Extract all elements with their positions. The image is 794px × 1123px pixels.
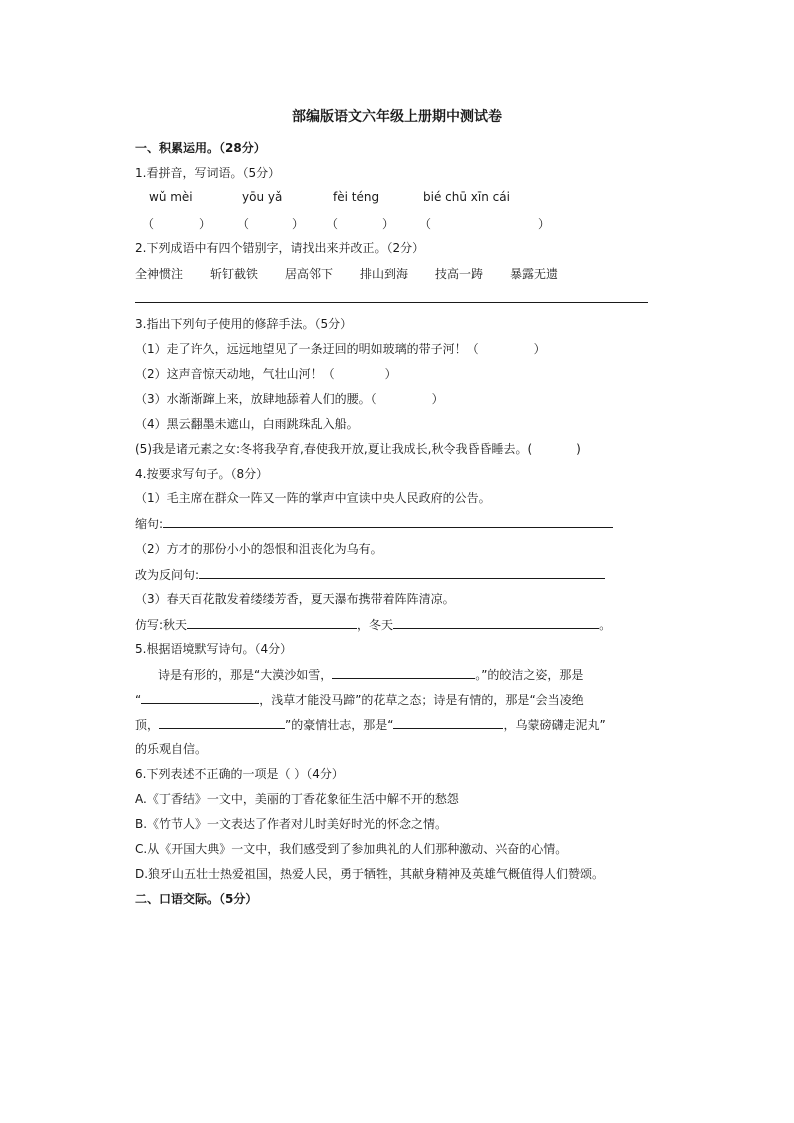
question-5-stem: 5.根据语境默写诗句。（4分） — [135, 642, 293, 656]
answer-line-q5-2 — [141, 691, 259, 704]
q3-item-4: （4）黑云翻墨未遮山，白雨跳珠乱入船。 — [135, 417, 359, 431]
q4-sentence-3: （3）春天百花散发着缕缕芳香，夏天瀑布携带着阵阵清凉。 — [135, 592, 455, 606]
pinyin-4: bié chū xīn cái — [423, 190, 510, 204]
q5-line-4: 的乐观自信。 — [135, 742, 208, 756]
paren-close-2: ） — [292, 217, 305, 231]
q3-item-1 — [135, 341, 546, 357]
question-3-stem: 3.指出下列句子使用的修辞手法。（5分） — [135, 317, 353, 331]
answer-line-q5-1 — [332, 666, 475, 679]
paren-close-1: ） — [199, 217, 212, 231]
q4-label-2: 改为反问句: — [135, 568, 200, 582]
q4-label-3b: ，冬天 — [357, 618, 394, 632]
q3-item-5-text: (5)我是诸元素之女:冬将我孕育,春使我开放,夏让我成长,秋令我昏昏睡去。( — [135, 442, 533, 456]
answer-line-q5-4 — [393, 716, 503, 729]
section-heading-1: 一、积累运用。（28分） — [135, 141, 266, 155]
q4-label-1: 缩句: — [135, 517, 164, 531]
answer-line-q2 — [135, 302, 648, 303]
q3-item-2 — [135, 366, 397, 382]
q6-option-c: C.从《开国大典》一文中，我们感受到了参加典礼的人们那种激动、兴奋的心情。 — [135, 842, 568, 856]
q5-line-2 — [135, 691, 584, 708]
q3-item-5 — [135, 441, 581, 457]
pinyin-2: yōu yǎ — [242, 190, 283, 204]
paren-close-3: ） — [382, 217, 395, 231]
q5-text-2a: “ — [135, 693, 142, 707]
q5-text-2b: ，浅草才能没马蹄”的花草之态；诗是有情的，那是“会当凌绝 — [259, 693, 584, 707]
q4-answer-3 — [135, 616, 611, 633]
answer-line-q4-2 — [199, 566, 605, 579]
q5-line-1 — [158, 666, 583, 683]
paren-open-2: （ — [237, 217, 250, 231]
q4-answer-2 — [135, 566, 605, 583]
q6-option-b: B.《竹节人》一文表达了作者对儿时美好时光的怀念之情。 — [135, 817, 448, 831]
page-title: 部编版语文六年级上册期中测试卷 — [292, 109, 502, 125]
q3-item-2-text: （2）这声音惊天动地，气壮山河！（ — [135, 367, 335, 381]
q5-text-3c: ，乌蒙磅礴走泥丸” — [503, 718, 606, 732]
q3-item-3 — [135, 391, 444, 407]
answer-line-q4-1 — [163, 515, 613, 528]
q6-option-d: D.狼牙山五壮士热爱祖国，热爱人民，勇于牺牲，其献身精神及英雄气概值得人们赞颂。 — [135, 867, 605, 881]
answer-line-q4-3a — [187, 616, 357, 629]
q4-label-3a: 仿写:秋天 — [135, 618, 188, 632]
question-6-stem: 6.下列表述不正确的一项是（ ）（4分） — [135, 767, 344, 781]
section-heading-2: 二、口语交际。（5分） — [135, 892, 258, 906]
q3-item-1-text: （1）走了许久，远远地望见了一条迂回的明如玻璃的带子河！（ — [135, 342, 479, 356]
q3-item-1-close: ） — [533, 342, 546, 356]
paren-open-4: （ — [419, 217, 432, 231]
q5-text-3a: 顶， — [135, 718, 160, 732]
q4-end-3: 。 — [599, 618, 612, 632]
q3-item-3-close: ） — [431, 392, 444, 406]
idiom-6: 暴露无遗 — [510, 267, 559, 281]
q6-option-a: A.《丁香结》一文中，美丽的丁香花象征生活中解不开的愁怨 — [135, 792, 459, 806]
q3-item-2-close: ） — [384, 367, 397, 381]
q4-sentence-2: （2）方才的那份小小的怨恨和沮丧化为乌有。 — [135, 542, 383, 556]
question-1-stem: 1.看拼音，写词语。（5分） — [135, 166, 281, 180]
q4-sentence-1: （1）毛主席在群众一阵又一阵的掌声中宣读中央人民政府的公告。 — [135, 491, 491, 505]
paren-open-3: （ — [326, 217, 339, 231]
q5-line-3 — [135, 716, 606, 733]
pinyin-3: fèi téng — [333, 190, 380, 204]
q5-text-1b: 。”的皎洁之姿，那是 — [475, 668, 584, 682]
q5-text-3b: ”的豪情壮志，那是“ — [285, 718, 394, 732]
q3-item-5-close: ) — [576, 442, 581, 456]
question-2-stem: 2.下列成语中有四个错别字，请找出来并改正。（2分） — [135, 241, 425, 255]
idiom-4: 排山到海 — [360, 267, 409, 281]
idiom-1: 全神惯注 — [135, 267, 184, 281]
idiom-2: 斩钉截铁 — [210, 267, 259, 281]
question-4-stem: 4.按要求写句子。（8分） — [135, 467, 269, 481]
answer-line-q5-3 — [159, 716, 285, 729]
q4-answer-1 — [135, 515, 613, 532]
q3-item-3-text: （3）水渐渐蹿上来，放肆地舔着人们的腰。（ — [135, 392, 377, 406]
paren-close-4: ） — [538, 217, 551, 231]
paren-open-1: （ — [142, 217, 155, 231]
idiom-3: 居高邻下 — [285, 267, 334, 281]
q5-text-1a: 诗是有形的，那是“大漠沙如雪， — [158, 668, 333, 682]
idiom-5: 技高一踌 — [435, 267, 484, 281]
pinyin-1: wǔ mèi — [149, 190, 193, 204]
answer-line-q4-3b — [393, 616, 599, 629]
